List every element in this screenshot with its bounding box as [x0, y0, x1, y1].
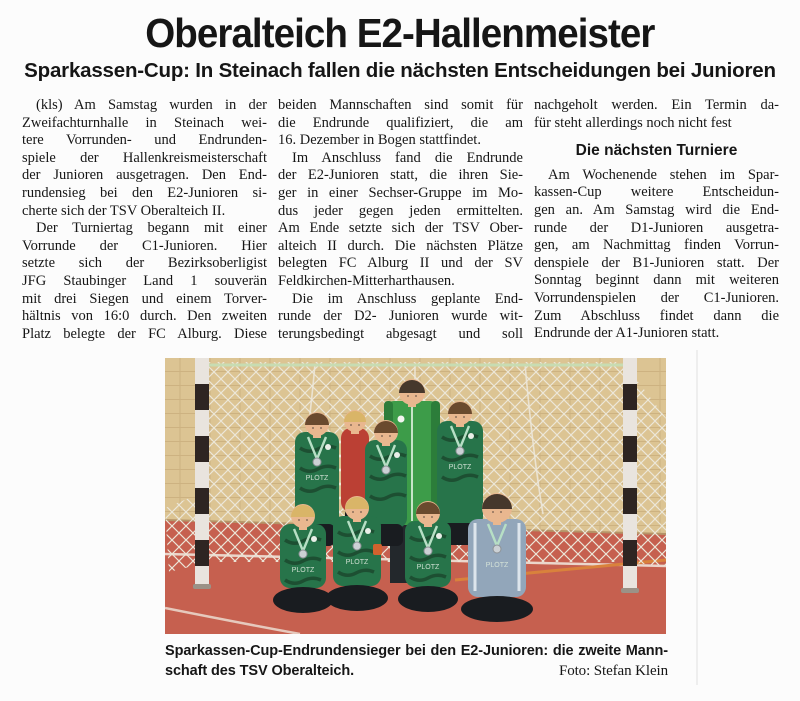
- text-line: gen an. Am Samstag wird die End-: [534, 201, 779, 218]
- caption-line-1: Sparkassen-Cup-Endrundensieger bei den E2-Junioren: die zweite Mann-: [165, 643, 668, 659]
- text-line: terungsbedingt abgesagt und soll: [278, 325, 523, 342]
- text-line: für steht allerdings noch nicht fest: [534, 114, 732, 131]
- article-body: [22, 97, 780, 343]
- text-line: Sonntag beginnt dann mit weiteren: [534, 272, 779, 289]
- text-line: Endrunde der A1-Junioren statt.: [534, 325, 720, 342]
- text-line: dus jeder gegen jeden ermittelten.: [278, 202, 523, 219]
- text-line: Feldkirchen-Mitterharthausen.: [278, 272, 455, 289]
- article-title: [0, 10, 800, 57]
- medal-icon: [313, 458, 321, 466]
- text-line: ger in einer Sechser-Gruppe im Mo-: [278, 184, 523, 201]
- text-line: beiden Mannschaften sind somit für: [278, 97, 523, 113]
- text-line: denspiele der B1-Junioren statt. Der: [534, 254, 779, 271]
- text-line: Zweifachturnhalle in Steinach wei-: [22, 114, 267, 131]
- text-column: [534, 97, 779, 343]
- jersey-sponsor-text: PLÖTZ: [345, 559, 369, 566]
- section-subhead: Die nächsten Turniere: [575, 142, 738, 160]
- text-line: Am Ende setzte sich der TSV Ober-: [278, 220, 523, 237]
- text-line: cherte sich der TSV Oberalteich II.: [22, 202, 226, 219]
- medal-icon: [353, 542, 361, 550]
- text-line: belegten FC Alburg II und der SV: [278, 255, 523, 272]
- medal-icon: [424, 547, 432, 555]
- text-line: spiele der Hallenkreismeisterschaft: [22, 149, 267, 166]
- text-line: mit drei Siegen und einem Torver-: [22, 290, 267, 307]
- text-line: rundensieg bei den E2-Junioren si-: [22, 184, 267, 201]
- caption-line-2-text: schaft des TSV Oberalteich.: [165, 663, 355, 679]
- text-line: alteich II durch. Die nächsten Plätze: [278, 237, 523, 254]
- team-photo: [165, 358, 666, 634]
- text-line: runde der D1-Junioren ausgetra-: [534, 219, 779, 236]
- text-line: die Endrunde qualifiziert, die am: [278, 114, 523, 131]
- text-line: JFG Staubinger Land 1 souverän: [22, 272, 267, 289]
- text-line: Platz belegte der FC Alburg. Diese: [22, 325, 267, 342]
- jersey-sponsor-text: PLÖTZ: [416, 564, 440, 571]
- text-line: Die im Anschluss geplante End-: [292, 290, 523, 307]
- text-line: Der Turniertag begann mit einer: [36, 220, 267, 237]
- team-photo-figure: [165, 358, 666, 634]
- article-subtitle: Sparkassen-Cup: In Steinach fallen die nächsten Entscheidungen bei Junioren: [24, 59, 776, 82]
- jersey-sponsor-text: PLÖTZ: [485, 562, 509, 569]
- text-column: [22, 97, 267, 343]
- jersey-sponsor-text: PLÖTZ: [448, 464, 472, 471]
- text-line: der Junioren ausgetragen. Den End-: [22, 167, 267, 184]
- text-line: nachgeholt werden. Ein Termin da-: [534, 97, 779, 113]
- photo-caption: [165, 641, 668, 681]
- caption-line-2: [165, 661, 668, 681]
- medal-icon: [382, 466, 390, 474]
- text-line: Vorrundenspielen der C1-Junioren.: [534, 289, 779, 306]
- text-line: hältnis von 16:0 durch. Den zweiten: [22, 308, 267, 325]
- text-line: der E2-Junioren statt, die ihren Sie-: [278, 167, 523, 184]
- text-line: Zum Abschluss findet dann die: [534, 307, 779, 324]
- text-line: Vorrunde der C1-Junioren. Hier: [22, 237, 267, 254]
- text-line: 16. Dezember in Bogen stattfindet.: [278, 132, 481, 149]
- text-line: Im Anschluss fand die Endrunde: [292, 149, 523, 166]
- text-line: kassen-Cup weitere Entscheidun-: [534, 184, 779, 201]
- jersey-sponsor-text: PLÖTZ: [305, 475, 329, 482]
- medal-icon: [456, 447, 464, 455]
- photo-credit: Foto: Stefan Klein: [558, 663, 668, 679]
- text-line: tere Vorrunden- und Endrunden-: [22, 132, 267, 149]
- text-line: Am Wochenende stehen im Spar-: [548, 166, 779, 183]
- article-title-text: Oberalteich E2-Hallenmeister: [145, 10, 655, 56]
- medal-icon: [299, 550, 307, 558]
- medal-icon: [493, 545, 501, 553]
- text-line: gen, am Nachmittag finden Vorrun-: [534, 237, 779, 254]
- jersey-sponsor-text: PLÖTZ: [291, 567, 315, 574]
- text-column: [278, 97, 523, 343]
- text-line: (kls) Am Samstag wurden in der: [36, 97, 267, 113]
- scan-fold-line: [696, 350, 698, 685]
- text-line: setzte sich der Bezirksoberligist: [22, 255, 267, 272]
- text-line: runde der D2- Junioren wurde wit-: [278, 308, 523, 325]
